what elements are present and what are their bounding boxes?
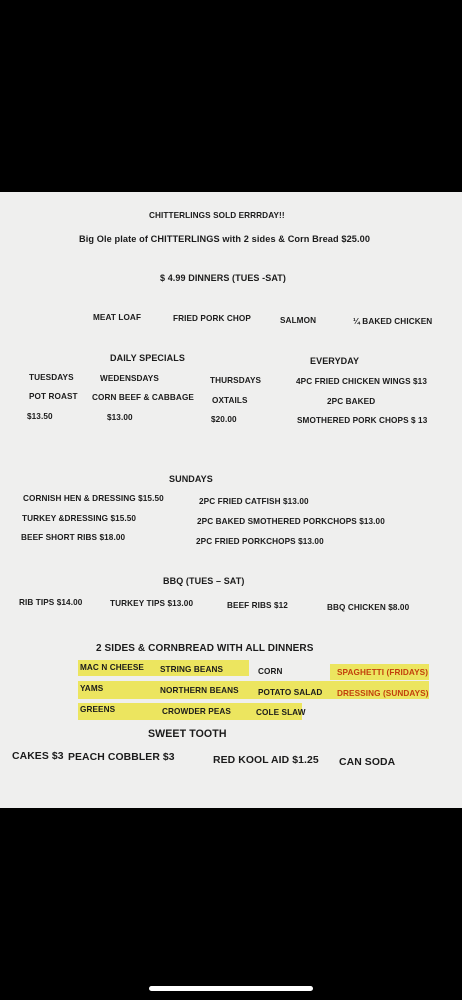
dinners-title: $ 4.99 DINNERS (TUES -SAT)	[160, 273, 286, 283]
side-item: CORN	[258, 667, 283, 676]
special-price: $13.00	[107, 413, 133, 422]
sweet-tooth-title: SWEET TOOTH	[148, 728, 227, 740]
side-item-special: DRESSING (SUNDAYS)	[337, 689, 429, 698]
daily-specials-title: DAILY SPECIALS	[110, 353, 185, 363]
special-day: WEDENSDAYS	[100, 374, 159, 383]
chitterlings-headline: CHITTERLINGS SOLD ERRRDAY!!	[149, 211, 285, 220]
special-day: TUESDAYS	[29, 373, 74, 382]
bbq-item: RIB TIPS $14.00	[19, 598, 83, 607]
sunday-item: BEEF SHORT RIBS $18.00	[21, 533, 126, 542]
side-item: POTATO SALAD	[258, 688, 323, 697]
bbq-item: BEEF RIBS $12	[227, 601, 288, 610]
sunday-item: 2PC FRIED CATFISH $13.00	[199, 497, 309, 506]
special-item: OXTAILS	[212, 396, 248, 405]
sundays-title: SUNDAYS	[169, 474, 213, 484]
dinner-item: SALMON	[280, 316, 317, 325]
sunday-item: 2PC BAKED SMOTHERED PORKCHOPS $13.00	[197, 517, 385, 526]
sunday-item: 2PC FRIED PORKCHOPS $13.00	[196, 537, 324, 546]
dinner-item: FRIED PORK CHOP	[173, 314, 251, 323]
drink-item: RED KOOL AID $1.25	[213, 755, 319, 766]
bbq-title: BBQ (TUES – SAT)	[163, 576, 245, 586]
everyday-item: 2PC BAKED	[327, 397, 376, 406]
special-day: THURSDAYS	[210, 376, 262, 385]
dessert-item: PEACH COBBLER $3	[68, 752, 175, 763]
special-price: $13.50	[27, 412, 53, 421]
side-item: CROWDER PEAS	[162, 707, 231, 716]
side-item: YAMS	[80, 684, 104, 693]
side-item: NORTHERN BEANS	[160, 686, 239, 695]
side-item: GREENS	[80, 705, 116, 714]
bbq-item: BBQ CHICKEN $8.00	[327, 603, 410, 612]
side-item: STRING BEANS	[160, 665, 224, 674]
drink-item: CAN SODA	[339, 757, 396, 768]
side-item-special: SPAGHETTI (FRIDAYS)	[337, 668, 429, 677]
special-price: $20.00	[211, 415, 237, 424]
everyday-title: EVERYDAY	[310, 356, 360, 366]
sunday-item: TURKEY &DRESSING $15.50	[22, 514, 137, 523]
special-item: CORN BEEF & CABBAGE	[92, 393, 194, 402]
home-indicator[interactable]	[149, 986, 313, 991]
everyday-item: SMOTHERED PORK CHOPS $ 13	[297, 416, 428, 425]
dessert-item: CAKES $3	[12, 751, 64, 762]
bbq-item: TURKEY TIPS $13.00	[110, 599, 194, 608]
side-item: COLE SLAW	[256, 708, 306, 717]
dinner-item: MEAT LOAF	[93, 313, 142, 322]
chitterlings-plate-offer: Big Ole plate of CHITTERLINGS with 2 sides & Corn Bread $25.00	[79, 234, 371, 244]
special-item: POT ROAST	[29, 392, 78, 401]
sunday-item: CORNISH HEN & DRESSING $15.50	[23, 494, 164, 503]
sides-title: 2 SIDES & CORNBREAD WITH ALL DINNERS	[96, 643, 314, 654]
everyday-item: 4PC FRIED CHICKEN WINGS $13	[296, 377, 427, 386]
side-item: MAC N CHEESE	[80, 663, 144, 672]
dinner-item: ¼ BAKED CHICKEN	[353, 317, 433, 326]
